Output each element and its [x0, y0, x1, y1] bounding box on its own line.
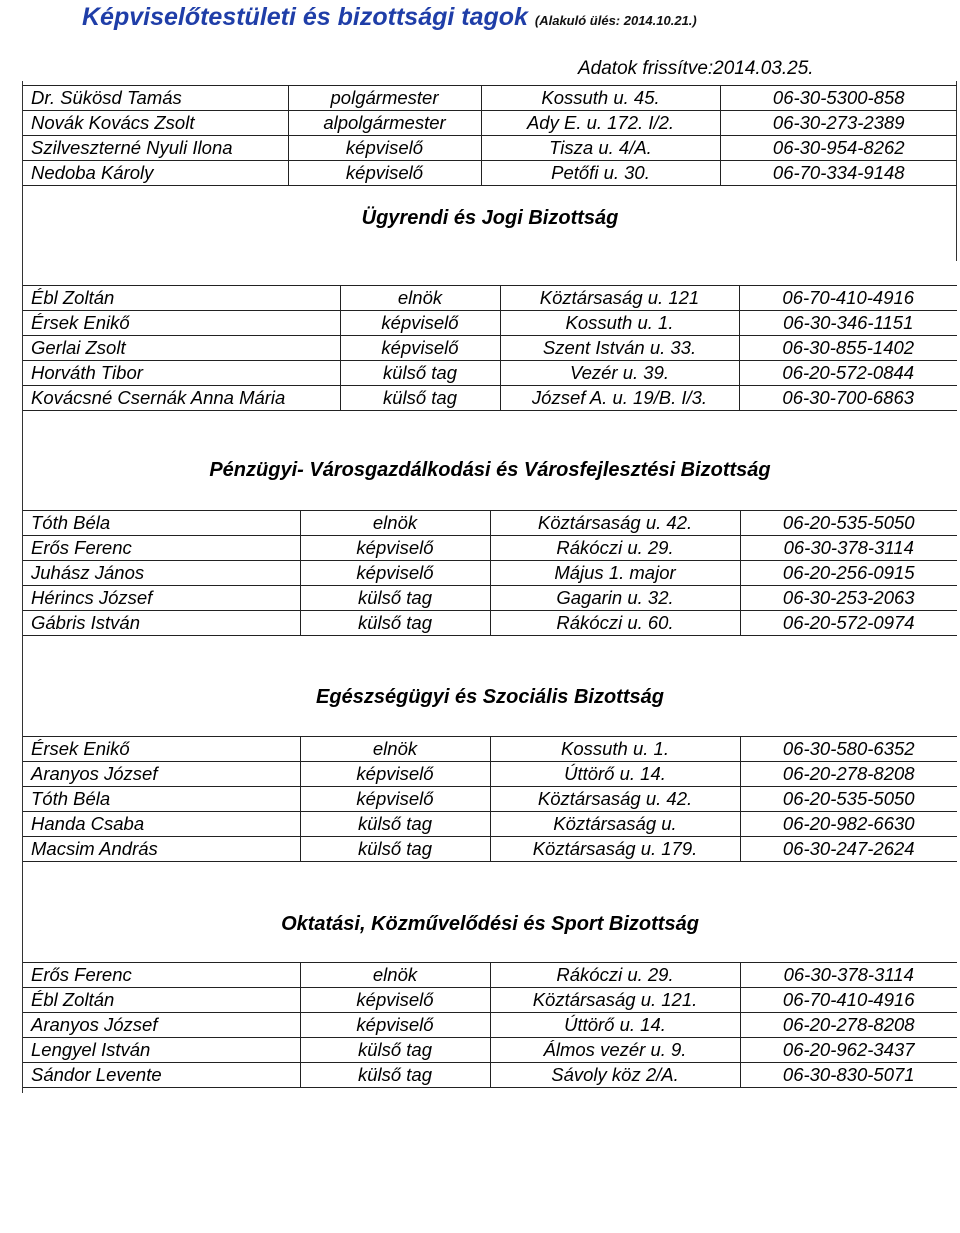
member-role: képviselő: [340, 336, 500, 361]
committee-table-legal-body: [23, 286, 957, 411]
member-phone: 06-20-535-5050: [740, 511, 957, 536]
member-phone: 06-20-572-0844: [739, 361, 957, 386]
page-title-text: Képviselőtestületi és bizottsági tagok: [82, 3, 528, 31]
members-sheet: [22, 81, 957, 1093]
member-role: külső tag: [340, 386, 500, 411]
table-row: [23, 737, 957, 762]
table-row: [23, 586, 957, 611]
committee-table-education: [23, 962, 957, 1088]
member-phone: 06-20-982-6630: [740, 812, 957, 837]
member-phone: 06-20-962-3437: [740, 1038, 957, 1063]
member-name: Hérincs József: [23, 586, 300, 611]
member-address: Rákóczi u. 29.: [490, 536, 740, 561]
committee-table-health-body: [23, 737, 957, 862]
member-phone: 06-30-954-8262: [720, 136, 957, 161]
member-phone: 06-30-247-2624: [740, 837, 957, 862]
member-address: Gagarin u. 32.: [490, 586, 740, 611]
member-role: külső tag: [300, 812, 490, 837]
member-role: elnök: [300, 511, 490, 536]
member-role: külső tag: [300, 1063, 490, 1088]
table-row: [23, 1013, 957, 1038]
member-name: Dr. Sükösd Tamás: [23, 86, 288, 111]
page-title: [82, 0, 697, 38]
member-role: alpolgármester: [288, 111, 481, 136]
table-row: [23, 536, 957, 561]
table-row: [23, 511, 957, 536]
member-role: elnök: [300, 963, 490, 988]
table-row: [23, 963, 957, 988]
member-phone: 06-20-278-8208: [740, 762, 957, 787]
last-updated-label: Adatok frissítve:2014.03.25.: [578, 58, 814, 79]
member-address: Tisza u. 4/A.: [481, 136, 720, 161]
table-row: [23, 611, 957, 636]
member-address: Május 1. major: [490, 561, 740, 586]
member-address: Rákóczi u. 60.: [490, 611, 740, 636]
council-table: [23, 85, 957, 186]
member-address: Sávoly köz 2/A.: [490, 1063, 740, 1088]
member-role: külső tag: [300, 1038, 490, 1063]
member-name: Macsim András: [23, 837, 300, 862]
table-row: [23, 561, 957, 586]
committee-title-finance: Pénzügyi- Városgazdálkodási és Városfejlesztési Bizottság: [209, 459, 771, 481]
member-name: Tóth Béla: [23, 511, 300, 536]
table-row: [23, 787, 957, 812]
committee-table-finance-body: [23, 511, 957, 636]
member-name: Ébl Zoltán: [23, 286, 340, 311]
member-name: Gábris István: [23, 611, 300, 636]
member-name: Kovácsné Csernák Anna Mária: [23, 386, 340, 411]
member-address: Szent István u. 33.: [500, 336, 739, 361]
council-table-body: [23, 86, 957, 186]
member-phone: 06-30-253-2063: [740, 586, 957, 611]
committee-table-education-body: [23, 963, 957, 1088]
table-row: [23, 762, 957, 787]
member-role: képviselő: [300, 988, 490, 1013]
member-role: képviselő: [300, 1013, 490, 1038]
member-phone: 06-30-378-3114: [740, 536, 957, 561]
member-phone: 06-20-535-5050: [740, 787, 957, 812]
member-name: Szilveszterné Nyuli Ilona: [23, 136, 288, 161]
table-row: [23, 386, 957, 411]
table-row: [23, 988, 957, 1013]
member-role: elnök: [340, 286, 500, 311]
table-row: [23, 837, 957, 862]
member-address: Vezér u. 39.: [500, 361, 739, 386]
member-address: Álmos vezér u. 9.: [490, 1038, 740, 1063]
member-role: elnök: [300, 737, 490, 762]
member-role: polgármester: [288, 86, 481, 111]
member-address: Köztársaság u. 179.: [490, 837, 740, 862]
member-role: képviselő: [300, 561, 490, 586]
member-address: Köztársaság u. 121: [500, 286, 739, 311]
table-row: [23, 136, 957, 161]
member-role: képviselő: [340, 311, 500, 336]
member-name: Lengyel István: [23, 1038, 300, 1063]
table-row: [23, 111, 957, 136]
member-role: képviselő: [300, 787, 490, 812]
member-phone: 06-30-5300-858: [720, 86, 957, 111]
member-role: külső tag: [300, 586, 490, 611]
member-role: külső tag: [300, 837, 490, 862]
member-role: külső tag: [340, 361, 500, 386]
table-row: [23, 311, 957, 336]
member-phone: 06-30-378-3114: [740, 963, 957, 988]
member-address: Köztársaság u. 42.: [490, 787, 740, 812]
member-phone: 06-20-256-0915: [740, 561, 957, 586]
committee-title-health: Egészségügyi és Szociális Bizottság: [316, 686, 664, 708]
table-row: [23, 1038, 957, 1063]
member-address: Kossuth u. 1.: [500, 311, 739, 336]
member-phone: 06-30-273-2389: [720, 111, 957, 136]
member-address: Ady E. u. 172. I/2.: [481, 111, 720, 136]
member-name: Ébl Zoltán: [23, 988, 300, 1013]
member-role: képviselő: [288, 136, 481, 161]
member-address: Petőfi u. 30.: [481, 161, 720, 186]
member-name: Sándor Levente: [23, 1063, 300, 1088]
member-name: Horváth Tibor: [23, 361, 340, 386]
member-address: Úttörő u. 14.: [490, 1013, 740, 1038]
table-row: [23, 161, 957, 186]
member-name: Juhász János: [23, 561, 300, 586]
member-role: képviselő: [288, 161, 481, 186]
member-phone: 06-30-855-1402: [739, 336, 957, 361]
committee-title-education: Oktatási, Közművelődési és Sport Bizottság: [281, 913, 699, 935]
member-name: Novák Kovács Zsolt: [23, 111, 288, 136]
member-address: Köztársaság u. 42.: [490, 511, 740, 536]
member-phone: 06-70-334-9148: [720, 161, 957, 186]
committee-table-health: [23, 736, 957, 862]
member-role: külső tag: [300, 611, 490, 636]
member-address: Köztársaság u.: [490, 812, 740, 837]
member-name: Gerlai Zsolt: [23, 336, 340, 361]
member-name: Erős Ferenc: [23, 536, 300, 561]
member-name: Érsek Enikő: [23, 737, 300, 762]
table-row: [23, 336, 957, 361]
committee-table-finance: [23, 510, 957, 636]
member-phone: 06-30-580-6352: [740, 737, 957, 762]
table-row: [23, 361, 957, 386]
member-phone: 06-30-830-5071: [740, 1063, 957, 1088]
member-address: Köztársaság u. 121.: [490, 988, 740, 1013]
member-phone: 06-70-410-4916: [739, 286, 957, 311]
member-name: Erős Ferenc: [23, 963, 300, 988]
member-role: képviselő: [300, 762, 490, 787]
member-phone: 06-70-410-4916: [740, 988, 957, 1013]
page-subtitle: (Alakuló ülés: 2014.10.21.): [534, 13, 697, 28]
table-row: [23, 286, 957, 311]
member-address: Kossuth u. 45.: [481, 86, 720, 111]
member-address: Rákóczi u. 29.: [490, 963, 740, 988]
member-address: József A. u. 19/B. I/3.: [500, 386, 739, 411]
member-phone: 06-30-346-1151: [739, 311, 957, 336]
member-phone: 06-30-700-6863: [739, 386, 957, 411]
member-name: Érsek Enikő: [23, 311, 340, 336]
member-name: Aranyos József: [23, 1013, 300, 1038]
member-role: képviselő: [300, 536, 490, 561]
table-row: [23, 86, 957, 111]
table-row: [23, 812, 957, 837]
member-name: Aranyos József: [23, 762, 300, 787]
member-name: Handa Csaba: [23, 812, 300, 837]
committee-table-legal: [23, 285, 957, 411]
member-address: Kossuth u. 1.: [490, 737, 740, 762]
member-address: Úttörő u. 14.: [490, 762, 740, 787]
member-name: Nedoba Károly: [23, 161, 288, 186]
member-phone: 06-20-278-8208: [740, 1013, 957, 1038]
committee-title-legal: Ügyrendi és Jogi Bizottság: [361, 207, 619, 229]
member-name: Tóth Béla: [23, 787, 300, 812]
member-phone: 06-20-572-0974: [740, 611, 957, 636]
table-row: [23, 1063, 957, 1088]
